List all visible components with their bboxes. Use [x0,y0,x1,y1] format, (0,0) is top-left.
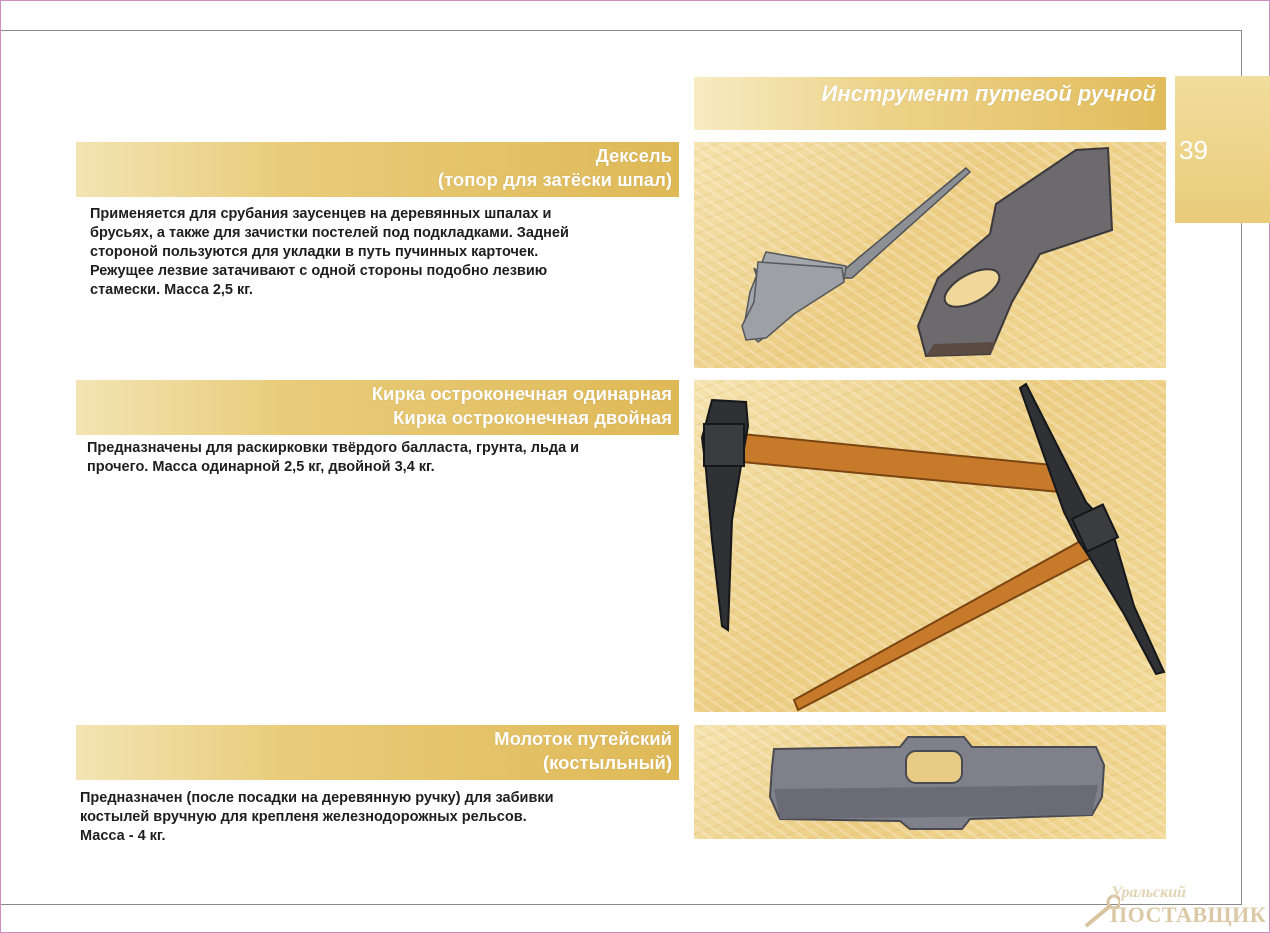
pickaxe-illustration [694,380,1166,712]
pickaxe-photo [694,380,1166,712]
hammer-photo [694,725,1166,839]
adze-photo [694,142,1166,368]
section-description-hammer [80,789,554,846]
description-line: Масса - 4 кг. [80,828,166,844]
section-description-adze [90,205,569,300]
page-number: 39 [1179,135,1208,165]
section-heading-adze [76,142,679,197]
hammer-illustration [694,725,1166,839]
description-line: прочего. Масса одинарной 2,5 кг, двойной 3,4 кг. [87,459,435,475]
section-heading-line: Молоток путейский [494,728,672,749]
logo-line-2: ПОСТАВЩИК [1110,902,1267,927]
section-heading-hammer [76,725,679,780]
page-title [694,77,1166,130]
description-line: Предназначен (после посадки на деревянную ручку) для забивки [80,790,554,806]
section-heading-line: (костыльный) [542,752,672,773]
section-heading-line: Кирка остроконечная одинарная [371,383,672,404]
brand-logo [1080,880,1270,933]
page-number-tab [1175,76,1270,223]
description-line: брусьях, а также для зачистки постелей под подкладками. Задней [90,225,569,241]
description-line: Применяется для срубания заусенцев на деревянных шпалах и [90,206,552,222]
description-line: костылей вручную для крепленя железнодорожных рельсов. [80,809,527,825]
description-line: Режущее лезвие затачивают с одной стороны подобно лезвию [90,263,548,279]
description-line: Предназначены для раскирковки твёрдого балласта, грунта, льда и [87,440,580,456]
section-description-pickaxe [87,439,579,477]
section-heading-line: (топор для затёски шпал) [437,169,672,190]
adze-illustration [694,142,1166,368]
page-title-text: Инструмент путевой ручной [821,81,1156,106]
section-heading-line: Кирка остроконечная двойная [393,407,672,428]
section-heading-pickaxe [76,380,679,435]
description-line: стороной пользуются для укладки в путь пучинных карточек. [90,244,539,260]
section-heading-line: Дексель [595,145,672,166]
logo-line-1: Уральский [1111,884,1187,901]
description-line: стамески. Масса 2,5 кг. [90,282,253,298]
